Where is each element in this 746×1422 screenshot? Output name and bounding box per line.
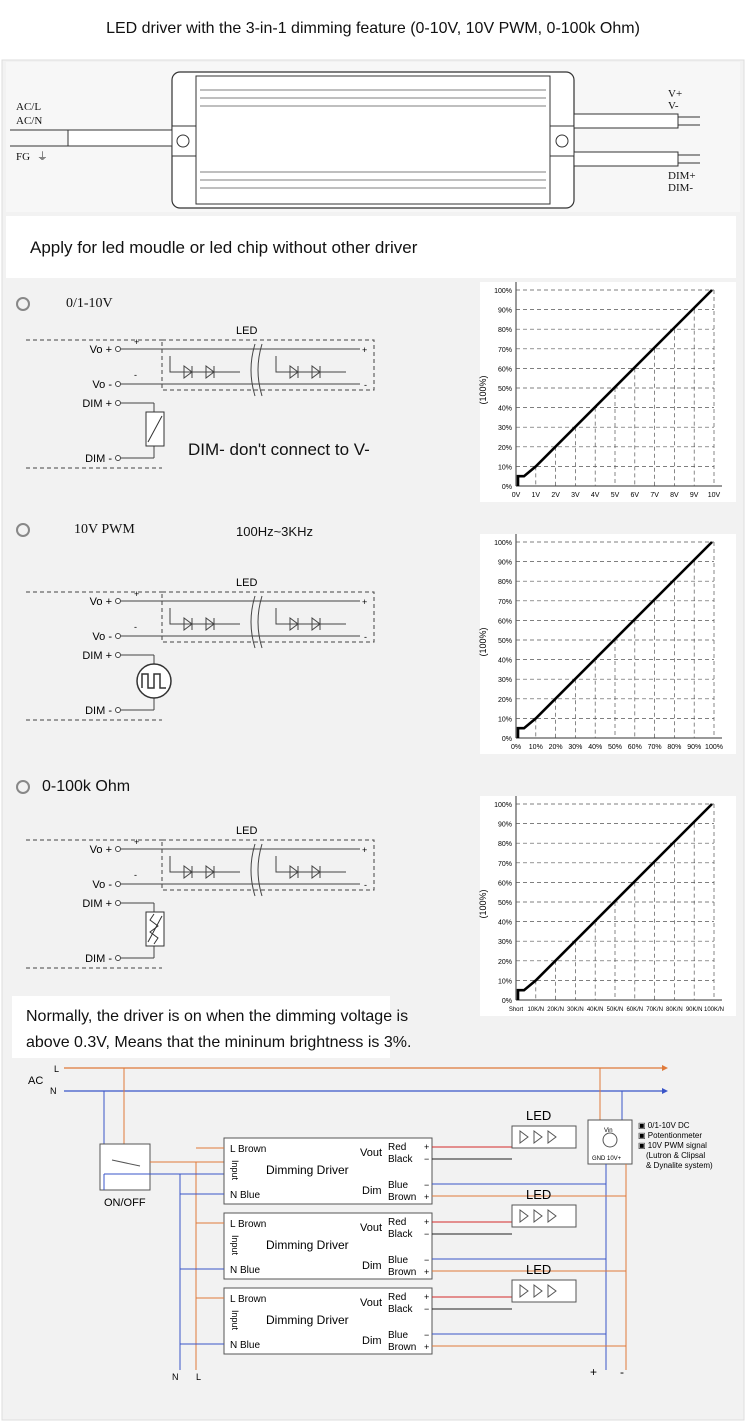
led-module-label: LED <box>526 1108 552 1123</box>
v-minus-label: V- <box>668 100 679 112</box>
terminal-label: Vo - <box>92 379 112 391</box>
x-tick-label: 8V <box>670 492 679 499</box>
driver-title: Dimming Driver <box>266 1313 349 1327</box>
x-tick-label: 4V <box>590 492 600 499</box>
svg-text:+: + <box>134 589 140 599</box>
y-tick-label: 0% <box>501 998 512 1005</box>
svg-text:+: + <box>362 845 368 855</box>
legend-item: ▣ 10V PWM signal <box>638 1141 707 1150</box>
input-label: Input <box>230 1160 240 1181</box>
vout-label: Vout <box>360 1147 383 1159</box>
l-brown-label: L Brown <box>230 1144 267 1155</box>
red-label: Red <box>388 1292 407 1303</box>
y-tick-label: 100% <box>494 802 512 809</box>
svg-text:-: - <box>134 870 137 880</box>
legend-item: & Dynalite system) <box>646 1161 713 1170</box>
svg-text:−: − <box>424 1255 430 1265</box>
svg-text:−: − <box>424 1330 430 1340</box>
terminal-label: DIM + <box>82 650 112 662</box>
y-tick-label: 0% <box>501 736 512 743</box>
x-tick-label: 60K/N <box>626 1007 644 1013</box>
led-module-icon <box>512 1205 576 1227</box>
x-tick-label: 10K/N <box>527 1007 545 1013</box>
brown-label: Brown <box>388 1267 417 1278</box>
svg-text:+: + <box>362 345 368 355</box>
x-tick-label: 50K/N <box>606 1007 624 1013</box>
x-tick-label: 90K/N <box>685 1007 703 1013</box>
driver-title: Dimming Driver <box>266 1163 349 1177</box>
l-brown-label: L Brown <box>230 1294 267 1305</box>
y-tick-label: 50% <box>497 900 512 907</box>
svg-text:+: + <box>424 1142 430 1152</box>
svg-text:-: - <box>364 880 367 890</box>
dim-label: Dim <box>362 1185 382 1197</box>
svg-text:−: − <box>424 1304 430 1314</box>
x-tick-label: 0% <box>510 744 522 751</box>
svg-text:+: + <box>362 597 368 607</box>
legend-item: ▣ 0/1-10V DC <box>638 1121 690 1130</box>
led-module-label: LED <box>526 1187 552 1202</box>
vout-label: Vout <box>360 1222 383 1234</box>
y-tick-label: 90% <box>497 307 512 315</box>
vin-label: Vin <box>604 1128 613 1134</box>
y-tick-label: 90% <box>497 821 512 829</box>
y-tick-label: 20% <box>497 444 512 452</box>
y-tick-label: 20% <box>497 696 512 704</box>
black-label: Black <box>388 1304 413 1315</box>
radio-icon <box>16 780 30 794</box>
dimmer-knob-icon <box>603 1133 617 1147</box>
fg-text: FG <box>16 151 31 163</box>
y-axis-label: (100%) <box>478 375 488 405</box>
x-tick-label: 100K/N <box>703 1007 725 1013</box>
input-label: Input <box>230 1310 240 1331</box>
svg-text:+: + <box>134 337 140 347</box>
x-tick-label: 30K/N <box>567 1007 584 1013</box>
x-tick-label: 40% <box>588 744 603 751</box>
x-tick-label: 0V <box>511 492 521 499</box>
input-label: Input <box>230 1235 240 1256</box>
svg-text:-: - <box>134 622 137 632</box>
svg-text:+: + <box>424 1192 430 1202</box>
y-tick-label: 40% <box>497 919 512 927</box>
x-tick-label: 80K/N <box>666 1007 683 1013</box>
section-1-title-text: 10V PWM <box>74 522 135 537</box>
section-0-note: DIM- don't connect to V- <box>188 440 370 459</box>
dim-label: Dim <box>362 1335 382 1347</box>
chart-2 <box>478 796 736 1016</box>
x-tick-label: 50% <box>607 744 623 751</box>
x-tick-label: 60% <box>627 744 642 751</box>
y-tick-label: 30% <box>497 425 512 433</box>
x-tick-label: 2V <box>551 492 560 499</box>
y-tick-label: 60% <box>497 880 512 888</box>
x-tick-label: 1V <box>531 492 541 499</box>
ground-icon: ⏚ <box>36 151 48 163</box>
terminal-label: Vo + <box>89 596 112 608</box>
v-labels <box>668 88 682 112</box>
y-tick-label: 10% <box>497 978 512 986</box>
x-tick-label: 9V <box>689 492 699 499</box>
y-tick-label: 0% <box>501 484 512 491</box>
dim-plus-label: DIM+ <box>668 170 696 182</box>
x-tick-label: 30% <box>568 744 583 751</box>
y-tick-label: 40% <box>497 405 512 413</box>
brown-label: Brown <box>388 1192 417 1203</box>
x-tick-label: 20K/N <box>547 1007 564 1013</box>
dim-labels <box>668 170 696 194</box>
led-label: LED <box>236 825 258 837</box>
y-tick-label: 60% <box>497 366 512 374</box>
fg-label <box>16 148 48 164</box>
section-1-subtitle: 100Hz~3KHz <box>236 524 313 539</box>
y-tick-label: 70% <box>497 346 512 354</box>
l-brown-label: L Brown <box>230 1219 267 1230</box>
terminal-label: Vo - <box>92 879 112 891</box>
normally-note-line-2: above 0.3V, Means that the mininum brightness is 3%. <box>26 1034 412 1051</box>
dim-minus-label: DIM- <box>668 182 694 194</box>
y-tick-label: 70% <box>497 860 512 868</box>
terminal-label: DIM - <box>85 453 112 465</box>
dim-label: Dim <box>362 1260 382 1272</box>
radio-icon <box>16 297 30 311</box>
y-tick-label: 100% <box>494 288 512 295</box>
ac-n-label: AC/N <box>16 115 43 127</box>
y-tick-label: 50% <box>497 638 512 645</box>
vout-label: Vout <box>360 1297 383 1309</box>
v-plus-label: V+ <box>668 88 683 100</box>
y-tick-label: 80% <box>497 579 512 587</box>
x-tick-label: 20% <box>548 744 563 751</box>
x-tick-label: 70% <box>647 744 662 751</box>
apply-note: Apply for led moudle or led chip without other driver <box>30 238 418 257</box>
black-label: Black <box>388 1154 413 1165</box>
svg-text:−: − <box>424 1154 430 1164</box>
x-tick-label: 90% <box>687 744 702 751</box>
led-label: LED <box>236 325 258 337</box>
svg-text:-: - <box>364 380 367 390</box>
led-module-icon <box>512 1280 576 1302</box>
x-tick-label: 10V <box>707 492 721 499</box>
bottom-l-label: L <box>196 1372 202 1382</box>
svg-text:-: - <box>134 370 137 380</box>
legend-item: ▣ Potentionmeter <box>638 1131 703 1140</box>
y-tick-label: 30% <box>497 939 512 947</box>
blue-label: Blue <box>388 1180 409 1191</box>
n-blue-label: N Blue <box>230 1265 261 1276</box>
terminal-label: DIM - <box>85 705 112 717</box>
x-tick-label: 40K/N <box>586 1007 604 1013</box>
y-tick-label: 10% <box>497 716 512 724</box>
y-axis-label: (100%) <box>478 627 488 657</box>
y-tick-label: 90% <box>497 559 512 567</box>
normally-note-line-1: Normally, the driver is on when the dimming voltage is <box>26 1008 409 1025</box>
x-tick-label: 3V <box>571 492 580 499</box>
terminal-label: Vo + <box>89 344 112 356</box>
ac-label: AC <box>28 1075 44 1087</box>
y-tick-label: 70% <box>497 598 512 606</box>
n-blue-label: N Blue <box>230 1340 261 1351</box>
y-axis-label: (100%) <box>478 889 488 919</box>
minus-label: - <box>620 1365 624 1379</box>
x-tick-label: 7V <box>650 492 659 499</box>
svg-text:+: + <box>424 1267 430 1277</box>
svg-text:+: + <box>134 837 140 847</box>
section-0-title-text: 0/1-10V <box>66 296 113 311</box>
svg-text:−: − <box>424 1180 430 1190</box>
terminal-label: Vo - <box>92 631 112 643</box>
n-blue-label: N Blue <box>230 1190 261 1201</box>
y-tick-label: 40% <box>497 657 512 665</box>
ac-labels <box>16 100 42 128</box>
y-tick-label: 10% <box>497 464 512 472</box>
l-label: L <box>54 1064 60 1074</box>
led-label: LED <box>236 577 258 589</box>
svg-text:-: - <box>364 632 367 642</box>
terminal-label: DIM - <box>85 953 112 965</box>
chart-1 <box>478 534 736 754</box>
y-tick-label: 30% <box>497 677 512 685</box>
y-tick-label: 80% <box>497 841 512 849</box>
chart-0 <box>478 282 736 502</box>
plus-label: + <box>590 1365 598 1379</box>
led-module-icon <box>512 1126 576 1148</box>
legend-item: (Lutron & Clipsal <box>646 1151 706 1160</box>
y-tick-label: 60% <box>497 618 512 626</box>
switch-label: ON/OFF <box>104 1197 146 1209</box>
x-tick-label: 70K/N <box>646 1007 663 1013</box>
brown-label: Brown <box>388 1342 417 1353</box>
driver-title: Dimming Driver <box>266 1238 349 1252</box>
y-tick-label: 50% <box>497 386 512 393</box>
x-tick-label: 10% <box>528 744 543 751</box>
section-1-title <box>16 522 135 538</box>
terminal-label: DIM + <box>82 898 112 910</box>
section-0-title <box>16 296 113 312</box>
terminal-label: DIM + <box>82 398 112 410</box>
x-tick-label: 5V <box>610 492 620 499</box>
blue-label: Blue <box>388 1330 409 1341</box>
svg-text:+: + <box>424 1292 430 1302</box>
page-title: LED driver with the 3-in-1 dimming feature (0-10V, 10V PWM, 0-100k Ohm) <box>106 20 640 37</box>
x-tick-label: 100% <box>705 744 723 751</box>
svg-text:−: − <box>424 1229 430 1239</box>
x-tick-label: 6V <box>630 492 640 499</box>
n-label: N <box>50 1086 57 1096</box>
svg-text:+: + <box>424 1217 430 1227</box>
terminal-label: Vo + <box>89 844 112 856</box>
section-2-title-text: 0-100k Ohm <box>42 778 131 795</box>
led-module-label: LED <box>526 1262 552 1277</box>
switch-box <box>100 1144 150 1190</box>
red-label: Red <box>388 1217 407 1228</box>
x-tick-label: 80% <box>667 744 682 751</box>
bottom-n-label: N <box>172 1372 179 1382</box>
red-label: Red <box>388 1142 407 1153</box>
y-tick-label: 20% <box>497 958 512 966</box>
x-tick-label: Short <box>508 1007 524 1013</box>
y-tick-label: 80% <box>497 327 512 335</box>
section-2-title <box>16 778 130 796</box>
black-label: Black <box>388 1229 413 1240</box>
svg-text:+: + <box>424 1342 430 1352</box>
y-tick-label: 100% <box>494 540 512 547</box>
ac-l-label: AC/L <box>16 101 42 113</box>
radio-icon <box>16 523 30 537</box>
normally-note <box>26 1004 411 1056</box>
blue-label: Blue <box>388 1255 409 1266</box>
gnd-label: GND 10V+ <box>592 1156 622 1162</box>
